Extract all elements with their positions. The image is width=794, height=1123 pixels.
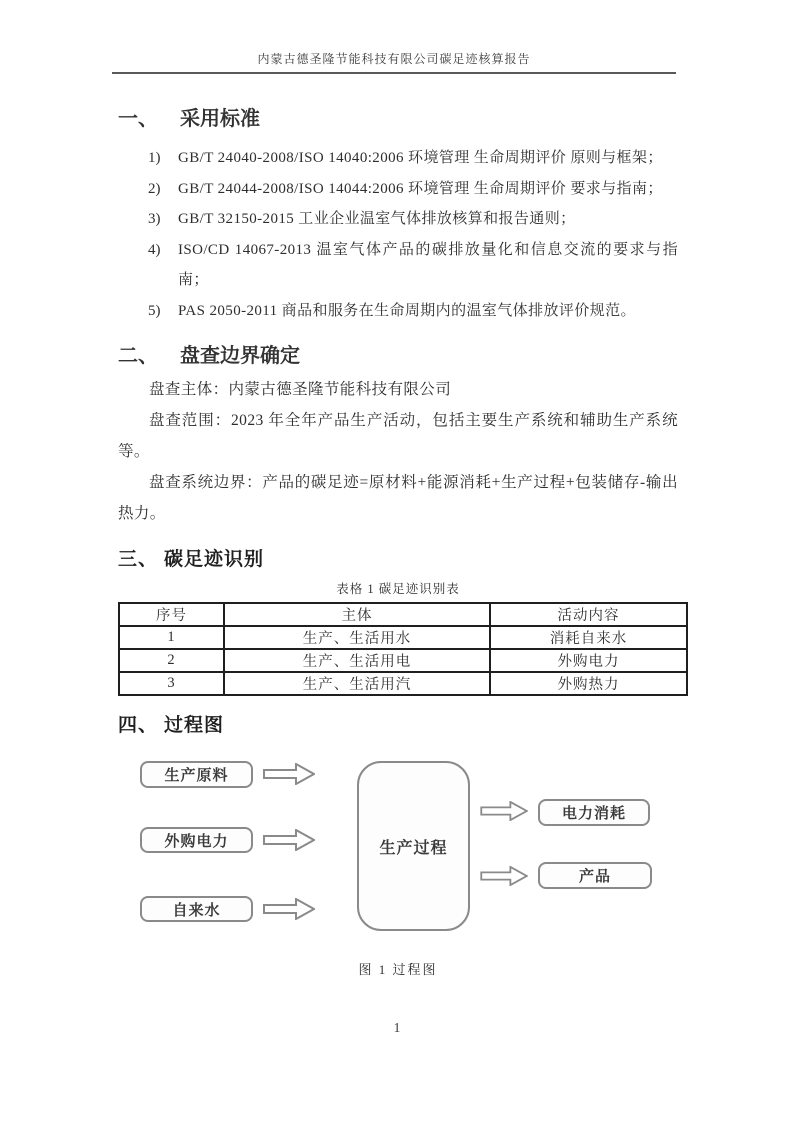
section-1-heading xyxy=(118,102,678,131)
section-2-title: 盘查边界确定 xyxy=(180,345,300,367)
cell-index: 3 xyxy=(119,672,224,695)
cell-index: 1 xyxy=(119,626,224,649)
page-number: 1 xyxy=(393,1020,401,1035)
section-2-number: 二、 xyxy=(118,345,158,367)
table-row xyxy=(119,626,687,649)
cell-activity: 外购热力 xyxy=(490,672,687,695)
flow-arrow-icon xyxy=(480,866,528,886)
section-3-title: 碳足迹识别 xyxy=(164,549,265,570)
header-title: 内蒙古德圣隆节能科技有限公司碳足迹核算报告 xyxy=(257,52,531,66)
col-header-activity: 活动内容 xyxy=(490,603,687,626)
cell-subject: 生产、生活用电 xyxy=(224,649,490,672)
cell-activity: 外购电力 xyxy=(490,649,687,672)
list-item xyxy=(118,174,678,205)
list-item-text: GB/T 24040-2008/ISO 14040:2006 环境管理 生命周期评价 原则与框架； xyxy=(178,150,663,166)
section-4-heading xyxy=(118,710,678,737)
section-1-title: 采用标准 xyxy=(180,108,260,130)
list-item xyxy=(118,235,678,296)
list-item-text: ISO/CD 14067-2013 温室气体产品的碳排放量化和信息交流的要求与指南； xyxy=(178,241,678,288)
flow-arrow-icon xyxy=(263,898,315,920)
input-box-raw-material: 生产原料 xyxy=(140,761,253,788)
table-caption: 表格 1 碳足迹识别表 xyxy=(336,582,460,596)
figure-caption: 图 1 过程图 xyxy=(358,962,438,977)
section-3-number: 三、 xyxy=(118,549,159,570)
list-item-number: 2) xyxy=(148,180,161,197)
list-item-number: 3) xyxy=(148,211,161,227)
list-item-number: 4) xyxy=(148,241,161,258)
output-box-electricity-consumption: 电力消耗 xyxy=(538,799,650,826)
table-row xyxy=(119,672,687,695)
document-content xyxy=(118,96,678,978)
paragraph-scope: 盘查范围：2023 年全年产品生产活动，包括主要生产系统和辅助生产系统等。 xyxy=(118,412,678,460)
paragraph-system-boundary: 盘查系统边界：产品的碳足迹=原材料+能源消耗+生产过程+包装储存-输出热力。 xyxy=(118,474,678,522)
list-item-text: GB/T 32150-2015 工业企业温室气体排放核算和报告通则； xyxy=(178,211,576,227)
process-box: 生产过程 xyxy=(357,761,470,931)
col-header-index: 序号 xyxy=(119,603,224,626)
section-1-number: 一、 xyxy=(118,108,158,130)
section-4-number: 四、 xyxy=(118,715,159,736)
list-item xyxy=(118,204,678,235)
section-3-heading xyxy=(118,544,678,571)
paragraph-subject: 盘查主体：内蒙古德圣隆节能科技有限公司 xyxy=(149,381,452,398)
process-diagram xyxy=(118,749,678,945)
list-item xyxy=(118,143,678,174)
cell-index: 2 xyxy=(119,649,224,672)
table-row xyxy=(119,649,687,672)
section-2-heading xyxy=(118,339,678,368)
table-header-row xyxy=(119,603,687,626)
flow-arrow-icon xyxy=(263,829,315,851)
input-box-tap-water: 自来水 xyxy=(140,896,253,922)
col-header-subject: 主体 xyxy=(224,603,490,626)
list-item-text: PAS 2050-2011 商品和服务在生命周期内的温室气体排放评价规范。 xyxy=(178,302,636,319)
input-box-purchased-electricity: 外购电力 xyxy=(140,827,253,853)
list-item xyxy=(118,296,678,327)
cell-subject: 生产、生活用汽 xyxy=(224,672,490,695)
list-item-number: 5) xyxy=(148,302,161,319)
standards-list xyxy=(118,143,678,326)
flow-arrow-icon xyxy=(263,763,315,785)
section-4-title: 过程图 xyxy=(164,715,225,736)
list-item-text: GB/T 24044-2008/ISO 14044:2006 环境管理 生命周期评价 要求与指南； xyxy=(178,180,663,197)
output-box-product: 产品 xyxy=(538,862,652,889)
flow-arrow-icon xyxy=(480,801,528,821)
running-header xyxy=(112,50,676,74)
footprint-table xyxy=(118,602,688,696)
cell-subject: 生产、生活用水 xyxy=(224,626,490,649)
list-item-number: 1) xyxy=(148,150,161,166)
cell-activity: 消耗自来水 xyxy=(490,626,687,649)
